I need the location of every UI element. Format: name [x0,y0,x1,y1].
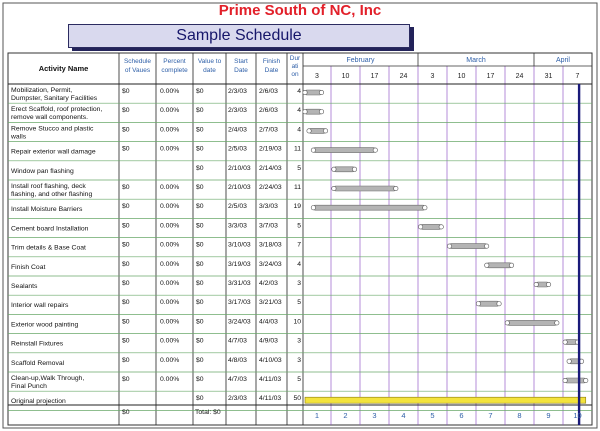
percent-complete: 0.00% [160,145,180,153]
gantt-bar-start-cap [332,186,336,190]
duration: 11 [293,145,301,153]
activity-name: Sealants [11,283,38,290]
finish-date: 4/2/03 [259,280,278,287]
gantt-bar [565,378,586,383]
schedule-value: $0 [122,241,130,249]
value-to-date: $0 [196,356,204,364]
gantt-bar-end-cap [423,206,427,210]
start-date: 2/5/03 [228,145,247,153]
gantt-bar-start-cap [303,110,307,114]
value-to-date: $0 [196,241,204,249]
activity-name: Final Punch [11,383,47,390]
start-date: 3/17/03 [228,299,251,307]
finish-date: 2/6/03 [259,88,278,95]
percent-complete: 0.00% [160,337,180,345]
week-number: 1 [314,411,320,420]
finish-date: 3/7/03 [259,222,278,230]
value-to-date: $0 [196,395,204,403]
gantt-bar-start-cap [303,90,307,94]
value-to-date: $0 [196,184,204,191]
gantt-bar-start-cap [563,378,567,382]
activity-name: Finish Coat [11,263,46,271]
duration: 5 [297,299,301,307]
finish-date: 4/9/03 [259,337,278,345]
gantt-bar-end-cap [319,90,323,94]
start-date: 2/10/03 [228,164,251,172]
start-date: 2/3/03 [228,88,247,95]
percent-complete: 0.00% [160,184,180,191]
activity-name: Cement board Installation [11,225,89,233]
activity-name: Trim details & Base Coat [11,244,86,252]
gantt-bar [313,148,375,153]
activity-name: Repair exterior wall damage [11,148,96,156]
start-date: 3/19/03 [228,260,251,268]
value-to-date: $0 [196,145,204,153]
header-percent: Percent [163,58,186,65]
activity-name: Window pan flashing [11,167,74,175]
duration: 10 [293,318,301,326]
schedule-value: $0 [122,107,130,115]
schedule-value: $0 [122,184,130,191]
gantt-bar-end-cap [509,263,513,267]
finish-date: 4/11/03 [259,376,282,383]
start-date: 3/3/03 [228,222,247,230]
schedule-value: $0 [122,260,130,268]
percent-complete: 0.00% [160,376,180,383]
gantt-bar-start-cap [505,321,509,325]
activity-name: Exterior wood painting [11,321,79,329]
activity-name: remove wall components. [11,114,89,122]
start-date: 4/7/03 [228,376,247,383]
value-to-date: $0 [196,164,204,172]
schedule-value: $0 [122,203,130,211]
finish-date: 2/19/03 [259,145,282,153]
schedule-value: $0 [122,126,130,134]
duration: 4 [297,260,301,268]
value-to-date: $0 [196,88,204,95]
activity-name: Dumpster, Sanitary Facilities [11,95,98,102]
value-to-date: $0 [196,318,204,326]
week-number: 6 [459,411,464,420]
activity-name: Scaffold Removal [11,359,65,367]
company-name: Prime South of NC, Inc [218,2,382,19]
finish-date: 2/7/03 [259,126,278,134]
activity-name: Erect Scaffold, roof protection, [11,106,103,114]
header-percent: complete [161,67,188,74]
finish-date: 2/6/03 [259,107,278,115]
gantt-bar [450,244,487,249]
gantt-bar [487,263,512,268]
schedule-value: $0 [122,88,130,95]
gantt-bar-end-cap [584,378,588,382]
value-to-date: $0 [196,299,204,307]
month-label: April [555,57,571,64]
duration: 5 [297,222,301,230]
gantt-bar-end-cap [555,321,559,325]
start-date: 4/8/03 [228,356,247,364]
gantt-bar-start-cap [567,359,571,363]
value-to-date: $0 [196,376,204,383]
percent-complete: 0.00% [160,299,180,307]
activity-name: flashing, and other flashing [11,191,93,198]
gantt-bar-start-cap [311,148,315,152]
duration: 3 [297,280,301,287]
gantt-bar-start-cap [311,206,315,210]
start-date: 2/3/03 [228,107,247,115]
start-date: 4/7/03 [228,337,247,345]
schedule-value: $0 [122,222,130,230]
header-start: Start [234,58,248,65]
gantt-bar-end-cap [352,167,356,171]
header-activity: Activity Name [38,64,89,73]
value-to-date: $0 [196,126,204,134]
duration: 4 [297,126,301,134]
week-number: 2 [343,411,348,420]
gantt-bar-end-cap [439,225,443,229]
gantt-bar [478,301,499,306]
start-date: 2/5/03 [228,203,247,211]
gantt-bar [334,186,396,191]
schedule-value: $0 [122,318,130,326]
finish-date: 4/11/03 [259,395,282,403]
duration: 7 [297,241,301,249]
gantt-bar-start-cap [447,244,451,248]
duration: 3 [297,356,301,364]
schedule-value: $0 [122,299,130,307]
gantt-bar-end-cap [497,302,501,306]
value-to-date: $0 [196,260,204,268]
percent-complete: 0.00% [160,203,180,211]
percent-complete: 0.00% [160,222,180,230]
gantt-bar [507,320,557,325]
week-number: 10 [573,411,582,420]
activity-name: Reinstall Fixtures [11,340,64,348]
total-schedule: $0 [122,409,130,416]
week-day-label: 10 [457,73,466,80]
duration: 50 [293,395,301,403]
header-duration: Dur [289,55,301,62]
activity-name: walls [11,133,27,141]
gantt-bar-start-cap [476,302,480,306]
percent-complete: 0.00% [160,241,180,249]
gantt-bar-end-cap [323,129,327,133]
activity-name: Remove Stucco and plastic [11,125,94,133]
activity-name: Original projection [11,398,66,406]
duration: 19 [293,203,301,211]
week-day-label: 17 [486,73,495,80]
start-date: 2/4/03 [228,126,247,134]
duration: 5 [297,376,301,383]
finish-date: 2/24/03 [259,184,282,191]
header-finish: Date [264,67,279,74]
finish-date: 4/10/03 [259,356,282,364]
value-to-date: $0 [196,203,204,211]
gantt-bar-end-cap [319,110,323,114]
gantt-bar-start-cap [332,167,336,171]
schedule-value: $0 [122,376,130,383]
month-label: March [466,57,486,64]
schedule-title: Sample Schedule [176,27,302,44]
week-number: 3 [372,411,377,420]
value-to-date: $0 [196,107,204,115]
week-day-label: 24 [515,73,524,80]
gantt-bar-start-cap [418,225,422,229]
week-number: 5 [430,411,435,420]
percent-complete: 0.00% [160,280,180,287]
week-number: 7 [488,411,493,420]
schedule-value: $0 [122,145,130,153]
activity-name: Interior wall repairs [11,302,69,310]
finish-date: 3/21/03 [259,299,282,307]
value-to-date: $0 [196,337,204,345]
duration: 5 [297,164,301,172]
gantt-bar-end-cap [484,244,488,248]
value-to-date: $0 [196,222,204,230]
gantt-bar-end-cap [394,186,398,190]
duration: 11 [293,184,301,191]
total-value: Total: $0 [195,409,221,416]
week-number: 4 [401,411,406,420]
percent-complete: 0.00% [160,126,180,134]
activity-name: Mobilization, Permit, [11,87,73,94]
week-day-label: 24 [399,73,408,80]
header-duration: ati [291,63,299,70]
gantt-bar-end-cap [546,282,550,286]
gantt-bar-start-cap [534,282,538,286]
week-day-label: 7 [575,73,580,80]
header-duration: on [291,71,299,78]
activity-name: Install Moisture Barriers [11,206,83,214]
schedule-value: $0 [122,337,130,345]
finish-date: 2/14/03 [259,164,282,172]
gantt-bar-projection [305,397,586,403]
gantt-bar [334,167,355,172]
week-day-label: 3 [315,73,319,80]
duration: 4 [297,88,301,95]
percent-complete: 0.00% [160,356,180,364]
finish-date: 3/3/03 [259,203,278,211]
gantt-bar-end-cap [373,148,377,152]
duration: 3 [297,337,301,345]
header-finish: Finish [262,58,281,65]
start-date: 3/10/03 [228,241,251,249]
week-day-label: 10 [341,73,350,80]
finish-date: 3/18/03 [259,241,282,249]
start-date: 2/3/03 [228,395,247,403]
week-number: 9 [546,411,551,420]
finish-date: 4/4/03 [259,318,278,326]
value-to-date: $0 [196,280,204,287]
gantt-bar-start-cap [563,340,567,344]
header-value: date [203,67,216,74]
week-day-label: 17 [370,73,379,80]
percent-complete: 0.00% [160,107,180,115]
gantt-bar-start-cap [307,129,311,133]
week-day-label: 31 [544,73,553,80]
gantt-bar-start-cap [485,263,489,267]
week-day-label: 3 [430,73,435,80]
activity-name: Install roof flashing, deck [11,183,86,190]
start-date: 3/31/03 [228,280,251,287]
finish-date: 3/24/03 [259,260,282,268]
start-date: 2/10/03 [228,184,251,191]
gantt-bar [313,205,424,210]
start-date: 3/24/03 [228,318,251,326]
month-label: February [346,57,375,64]
header-schedule: Schedule [123,58,152,65]
header-start: Date [234,67,248,74]
percent-complete: 0.00% [160,318,180,326]
percent-complete: 0.00% [160,88,180,95]
header-value: Value to [197,58,222,65]
duration: 4 [297,107,301,115]
week-number: 8 [517,411,522,420]
header-schedule: of Vaues [124,67,151,74]
gantt-bar [421,224,442,229]
schedule-value: $0 [122,280,130,287]
schedule-value: $0 [122,356,130,364]
percent-complete: 0.00% [160,260,180,268]
activity-name: Clean-up,Walk Through, [11,375,85,382]
